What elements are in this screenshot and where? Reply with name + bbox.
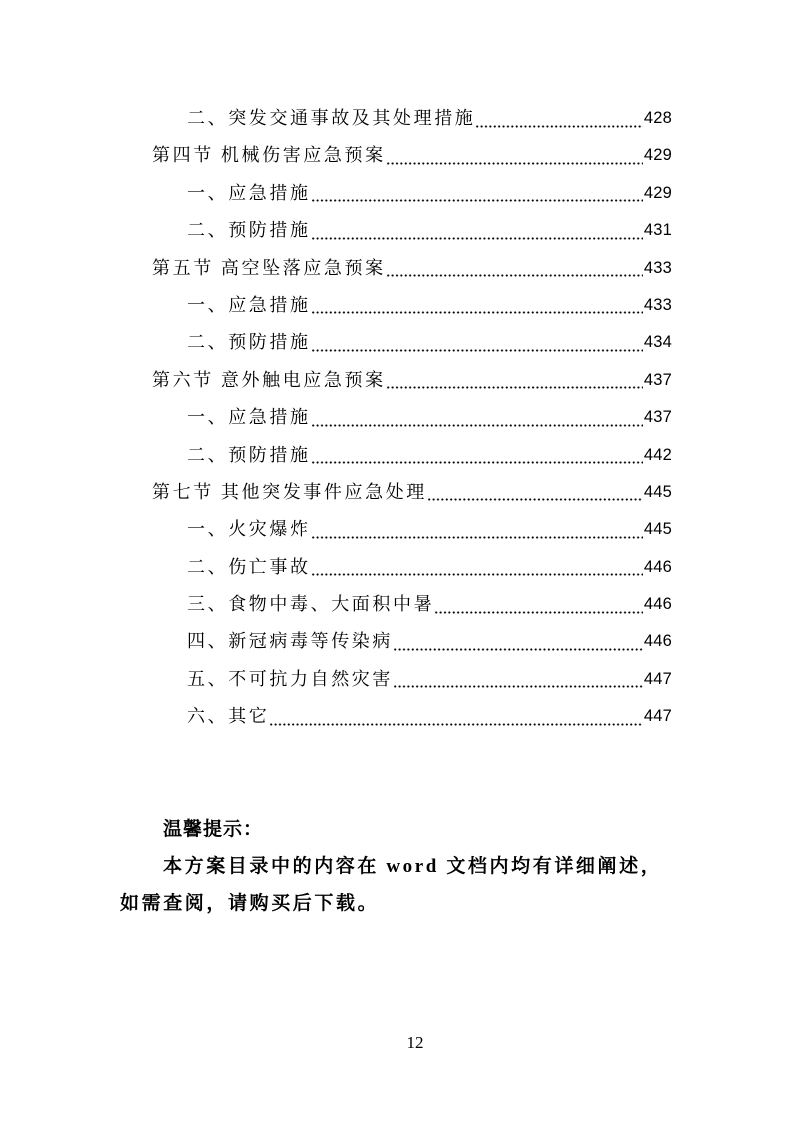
toc-dot-leader: [311, 399, 643, 436]
toc-entry-title: 第六节 意外触电应急预案: [152, 369, 386, 390]
toc-dot-leader: [311, 212, 643, 249]
toc-dot-leader: [311, 287, 643, 324]
toc-page-number: 434: [643, 333, 672, 352]
toc-subsection-entry: [152, 399, 672, 436]
notice-line: 如需查阅，请购买后下载。: [120, 893, 380, 914]
toc-entry-title: 二、伤亡事故: [187, 556, 311, 577]
toc-entry-title: 二、预防措施: [187, 220, 311, 241]
toc-page-number: 446: [643, 557, 672, 576]
toc-subsection-entry: [152, 698, 672, 735]
toc-entry-title: 一、应急措施: [187, 407, 311, 428]
toc-dot-leader: [434, 586, 643, 623]
toc-entry-title: 一、应急措施: [187, 294, 311, 315]
toc-page-number: 446: [643, 632, 672, 651]
toc-page-number: 442: [643, 445, 672, 464]
toc-dot-leader: [475, 100, 642, 137]
toc-subsection-entry: [152, 549, 672, 586]
toc-page-number: 447: [643, 669, 672, 688]
toc-section-entry: [152, 362, 672, 399]
toc-dot-leader: [386, 250, 643, 287]
toc-entry-title: 一、火灾爆炸: [187, 519, 311, 540]
toc-entry-title: 一、应急措施: [187, 182, 311, 203]
toc-subsection-entry: [152, 586, 672, 623]
toc-entry-title: 四、新冠病毒等传染病: [187, 631, 393, 652]
toc-entry-title: 第四节 机械伤害应急预案: [152, 145, 386, 166]
toc-dot-leader: [269, 698, 642, 735]
toc-entry-title: 六、其它: [187, 706, 270, 727]
toc-dot-leader: [311, 324, 643, 361]
toc-dot-leader: [311, 437, 643, 474]
toc-dot-leader: [393, 623, 643, 660]
toc-subsection-entry: [152, 511, 672, 548]
toc-entry-title: 二、突发交通事故及其处理措施: [187, 108, 476, 128]
toc-page-number: 437: [643, 370, 672, 389]
toc-entry-title: 五、不可抗力自然灾害: [187, 668, 393, 689]
toc-subsection-entry: [152, 661, 672, 698]
toc-subsection-entry: [152, 100, 672, 137]
toc-dot-leader: [386, 362, 643, 399]
toc-page-number: 437: [643, 408, 672, 427]
toc-dot-leader: [393, 661, 643, 698]
toc-subsection-entry: [152, 324, 672, 361]
notice-heading: 温馨提示：: [163, 819, 264, 840]
toc-subsection-entry: [152, 175, 672, 212]
toc-dot-leader: [427, 474, 643, 511]
toc-entry-title: 三、食物中毒、大面积中暑: [187, 594, 435, 615]
notice-block: [120, 811, 680, 922]
toc-page-number: 429: [643, 183, 672, 202]
toc-section-entry: [152, 137, 672, 174]
table-of-contents: [152, 100, 672, 736]
toc-page-number: 447: [643, 707, 672, 726]
toc-subsection-entry: [152, 212, 672, 249]
toc-entry-title: 二、预防措施: [187, 444, 311, 465]
toc-dot-leader: [311, 175, 643, 212]
toc-page-number: 445: [643, 520, 672, 539]
page-number: 12: [406, 1033, 424, 1052]
toc-entry-title: 第五节 高空坠落应急预案: [152, 257, 386, 278]
toc-dot-leader: [311, 549, 643, 586]
toc-section-entry: [152, 474, 672, 511]
toc-dot-leader: [386, 137, 643, 174]
toc-dot-leader: [311, 511, 643, 548]
toc-entry-title: 第七节 其他突发事件应急处理: [152, 481, 427, 502]
notice-line: 本方案目录中的内容在 word 文档内均有详细阐述，: [163, 856, 663, 877]
toc-page-number: 429: [643, 146, 672, 165]
toc-section-entry: [152, 250, 672, 287]
toc-page-number: 446: [643, 595, 672, 614]
toc-page-number: 428: [643, 109, 672, 127]
toc-page-number: 445: [643, 482, 672, 501]
toc-page-number: 431: [643, 221, 672, 240]
toc-page-number: 433: [643, 258, 672, 277]
toc-subsection-entry: [152, 623, 672, 660]
toc-subsection-entry: [152, 437, 672, 474]
toc-entry-title: 二、预防措施: [187, 332, 311, 353]
toc-subsection-entry: [152, 287, 672, 324]
toc-page-number: 433: [643, 295, 672, 314]
